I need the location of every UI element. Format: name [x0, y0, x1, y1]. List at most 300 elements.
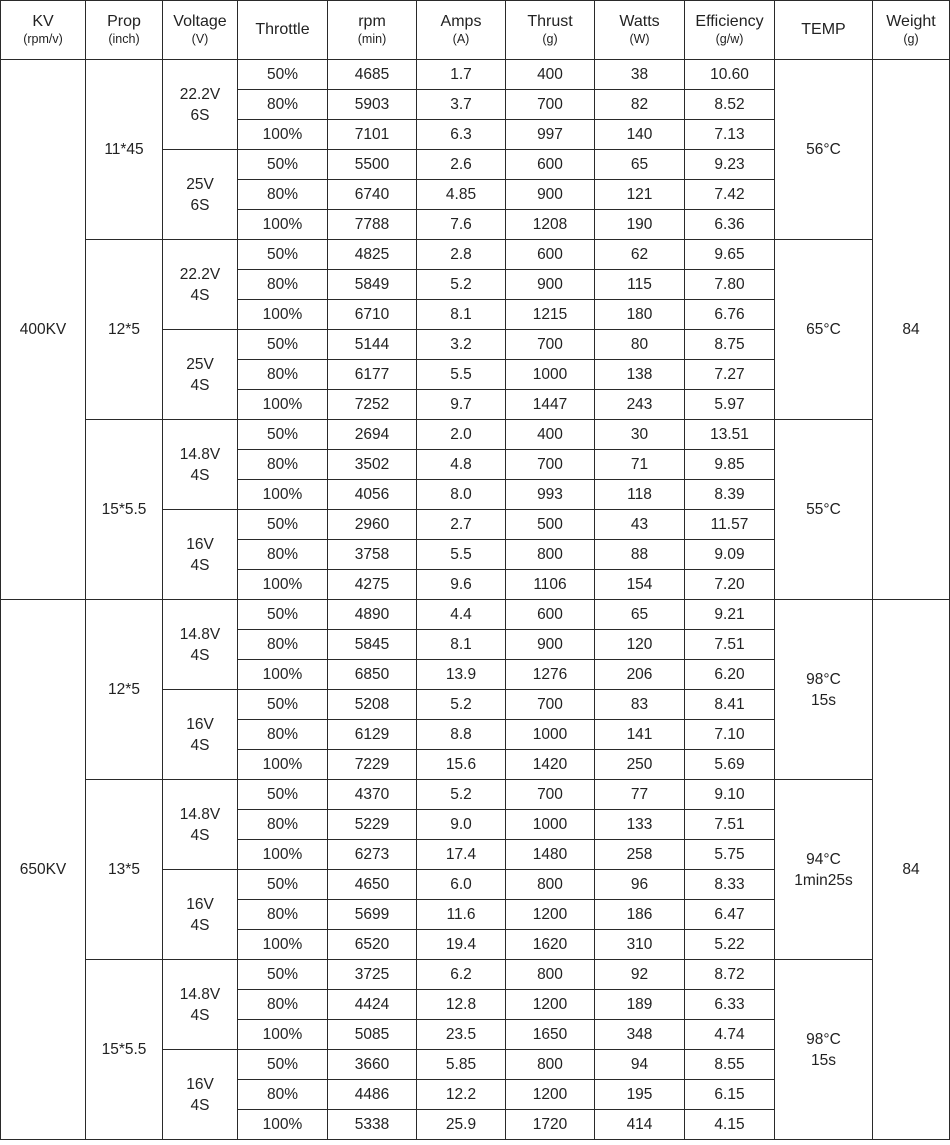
efficiency-cell: 6.36: [685, 210, 775, 240]
thrust-cell: 900: [506, 270, 595, 300]
watts-cell: 414: [595, 1110, 685, 1140]
watts-cell: 133: [595, 810, 685, 840]
voltage-cell-line: 4S: [190, 826, 210, 844]
voltage-cell-line: 14.8V: [179, 805, 221, 823]
watts-cell: 189: [595, 990, 685, 1020]
throttle-cell: 100%: [238, 930, 328, 960]
header-unit: (inch): [108, 31, 140, 46]
thrust-cell: 700: [506, 780, 595, 810]
temp-cell-line: 15s: [811, 691, 836, 709]
table-header: [1, 1, 950, 60]
watts-cell: 195: [595, 1080, 685, 1110]
throttle-cell: 80%: [238, 900, 328, 930]
thrust-cell: 1650: [506, 1020, 595, 1050]
watts-cell: 154: [595, 570, 685, 600]
thrust-cell: 500: [506, 510, 595, 540]
efficiency-cell: 8.39: [685, 480, 775, 510]
watts-cell: 88: [595, 540, 685, 570]
header-thrust: [506, 1, 595, 60]
efficiency-cell: 5.22: [685, 930, 775, 960]
efficiency-cell: 4.15: [685, 1110, 775, 1140]
thrust-cell: 1200: [506, 900, 595, 930]
voltage-cell-line: 25V: [186, 175, 214, 193]
thrust-cell: 1208: [506, 210, 595, 240]
amps-cell: 12.8: [417, 990, 506, 1020]
amps-cell: 12.2: [417, 1080, 506, 1110]
throttle-cell: 80%: [238, 1080, 328, 1110]
rpm-cell: 5229: [328, 810, 417, 840]
prop-cell: 15*5.5: [86, 420, 163, 600]
temp-cell-line: 65°C: [806, 321, 841, 338]
throttle-cell: 80%: [238, 720, 328, 750]
thrust-cell: 1447: [506, 390, 595, 420]
rpm-cell: 4486: [328, 1080, 417, 1110]
voltage-cell-line: 14.8V: [179, 985, 221, 1003]
header-label: KV: [32, 13, 54, 31]
thrust-cell: 993: [506, 480, 595, 510]
rpm-cell: 4275: [328, 570, 417, 600]
throttle-cell: 50%: [238, 870, 328, 900]
watts-cell: 43: [595, 510, 685, 540]
efficiency-cell: 9.65: [685, 240, 775, 270]
header-label: TEMP: [801, 21, 846, 39]
rpm-cell: 4650: [328, 870, 417, 900]
thrust-cell: 1215: [506, 300, 595, 330]
efficiency-cell: 7.80: [685, 270, 775, 300]
efficiency-cell: 7.51: [685, 630, 775, 660]
throttle-cell: 50%: [238, 690, 328, 720]
thrust-cell: 1000: [506, 720, 595, 750]
voltage-cell: [163, 960, 238, 1050]
header-amps: [417, 1, 506, 60]
efficiency-cell: 13.51: [685, 420, 775, 450]
rpm-cell: 6850: [328, 660, 417, 690]
throttle-cell: 100%: [238, 1110, 328, 1140]
rpm-cell: 4056: [328, 480, 417, 510]
rpm-cell: 5208: [328, 690, 417, 720]
voltage-cell-line: 4S: [190, 646, 210, 664]
rpm-cell: 4424: [328, 990, 417, 1020]
header-label: Watts: [619, 13, 660, 31]
amps-cell: 2.6: [417, 150, 506, 180]
watts-cell: 115: [595, 270, 685, 300]
temp-cell: [775, 420, 873, 600]
header-label: Prop: [107, 13, 141, 31]
throttle-cell: 50%: [238, 330, 328, 360]
thrust-cell: 400: [506, 420, 595, 450]
voltage-cell: [163, 240, 238, 330]
amps-cell: 4.8: [417, 450, 506, 480]
rpm-cell: 6129: [328, 720, 417, 750]
amps-cell: 8.1: [417, 630, 506, 660]
voltage-cell-line: 4S: [190, 556, 210, 574]
efficiency-cell: 9.23: [685, 150, 775, 180]
rpm-cell: 4370: [328, 780, 417, 810]
efficiency-cell: 9.85: [685, 450, 775, 480]
header-prop: [86, 1, 163, 60]
throttle-cell: 50%: [238, 510, 328, 540]
throttle-cell: 100%: [238, 120, 328, 150]
amps-cell: 8.8: [417, 720, 506, 750]
efficiency-cell: 9.09: [685, 540, 775, 570]
throttle-cell: 100%: [238, 210, 328, 240]
header-label: Efficiency: [695, 13, 764, 31]
watts-cell: 77: [595, 780, 685, 810]
prop-cell: 12*5: [86, 240, 163, 420]
watts-cell: 348: [595, 1020, 685, 1050]
header-throttle: [238, 1, 328, 60]
prop-cell: 13*5: [86, 780, 163, 960]
voltage-cell-line: 4S: [190, 1006, 210, 1024]
header-temp: [775, 1, 873, 60]
amps-cell: 17.4: [417, 840, 506, 870]
efficiency-cell: 6.15: [685, 1080, 775, 1110]
rpm-cell: 4890: [328, 600, 417, 630]
rpm-cell: 5849: [328, 270, 417, 300]
watts-cell: 38: [595, 60, 685, 90]
throttle-cell: 50%: [238, 960, 328, 990]
amps-cell: 11.6: [417, 900, 506, 930]
amps-cell: 3.7: [417, 90, 506, 120]
table-row: [1, 60, 950, 90]
voltage-cell-line: 4S: [190, 916, 210, 934]
efficiency-cell: 8.33: [685, 870, 775, 900]
amps-cell: 5.2: [417, 780, 506, 810]
voltage-cell-line: 4S: [190, 286, 210, 304]
rpm-cell: 6710: [328, 300, 417, 330]
throttle-cell: 50%: [238, 420, 328, 450]
efficiency-cell: 6.47: [685, 900, 775, 930]
efficiency-cell: 10.60: [685, 60, 775, 90]
weight-cell: 84: [873, 600, 950, 1140]
voltage-cell: [163, 420, 238, 510]
amps-cell: 1.7: [417, 60, 506, 90]
voltage-cell-line: 6S: [190, 196, 210, 214]
amps-cell: 4.85: [417, 180, 506, 210]
thrust-cell: 600: [506, 150, 595, 180]
watts-cell: 118: [595, 480, 685, 510]
rpm-cell: 3660: [328, 1050, 417, 1080]
amps-cell: 5.5: [417, 360, 506, 390]
thrust-cell: 1276: [506, 660, 595, 690]
amps-cell: 2.0: [417, 420, 506, 450]
thrust-cell: 900: [506, 630, 595, 660]
rpm-cell: 7101: [328, 120, 417, 150]
rpm-cell: 5500: [328, 150, 417, 180]
temp-cell: [775, 240, 873, 420]
temp-cell-line: 98°C: [806, 1030, 841, 1048]
watts-cell: 258: [595, 840, 685, 870]
rpm-cell: 2694: [328, 420, 417, 450]
thrust-cell: 800: [506, 960, 595, 990]
rpm-cell: 5699: [328, 900, 417, 930]
voltage-cell: [163, 510, 238, 600]
rpm-cell: 4825: [328, 240, 417, 270]
voltage-cell-line: 22.2V: [179, 85, 221, 103]
thrust-cell: 700: [506, 690, 595, 720]
efficiency-cell: 7.51: [685, 810, 775, 840]
thrust-cell: 800: [506, 870, 595, 900]
temp-cell: [775, 600, 873, 780]
throttle-cell: 100%: [238, 1020, 328, 1050]
throttle-cell: 50%: [238, 1050, 328, 1080]
thrust-cell: 1000: [506, 810, 595, 840]
voltage-cell-line: 16V: [186, 715, 214, 733]
table-row: [1, 240, 950, 270]
header-unit: (min): [357, 31, 387, 46]
throttle-cell: 50%: [238, 780, 328, 810]
thrust-cell: 700: [506, 450, 595, 480]
voltage-cell-line: 16V: [186, 535, 214, 553]
watts-cell: 141: [595, 720, 685, 750]
watts-cell: 120: [595, 630, 685, 660]
thrust-cell: 600: [506, 600, 595, 630]
header-kv: [1, 1, 86, 60]
throttle-cell: 80%: [238, 360, 328, 390]
amps-cell: 8.0: [417, 480, 506, 510]
throttle-cell: 100%: [238, 750, 328, 780]
voltage-cell-line: 4S: [190, 466, 210, 484]
throttle-cell: 80%: [238, 270, 328, 300]
watts-cell: 121: [595, 180, 685, 210]
header-label: rpm: [358, 13, 386, 31]
throttle-cell: 50%: [238, 600, 328, 630]
temp-cell-line: 15s: [811, 1051, 836, 1069]
efficiency-cell: 6.33: [685, 990, 775, 1020]
voltage-cell-line: 16V: [186, 1075, 214, 1093]
watts-cell: 65: [595, 150, 685, 180]
throttle-cell: 100%: [238, 840, 328, 870]
watts-cell: 71: [595, 450, 685, 480]
rpm-cell: 5144: [328, 330, 417, 360]
amps-cell: 8.1: [417, 300, 506, 330]
amps-cell: 3.2: [417, 330, 506, 360]
thrust-cell: 400: [506, 60, 595, 90]
header-unit: (W): [629, 31, 650, 46]
rpm-cell: 5903: [328, 90, 417, 120]
thrust-cell: 700: [506, 90, 595, 120]
amps-cell: 6.0: [417, 870, 506, 900]
rpm-cell: 7229: [328, 750, 417, 780]
watts-cell: 82: [595, 90, 685, 120]
amps-cell: 9.6: [417, 570, 506, 600]
throttle-cell: 100%: [238, 570, 328, 600]
header-rpm: [328, 1, 417, 60]
table-row: [1, 780, 950, 810]
amps-cell: 25.9: [417, 1110, 506, 1140]
throttle-cell: 80%: [238, 180, 328, 210]
efficiency-cell: 7.10: [685, 720, 775, 750]
efficiency-cell: 5.97: [685, 390, 775, 420]
temp-cell-line: 56°C: [806, 141, 841, 158]
temp-cell-line: 98°C: [806, 670, 841, 688]
header-label: Amps: [440, 13, 482, 31]
rpm-cell: 3502: [328, 450, 417, 480]
table-row: [1, 420, 950, 450]
thrust-cell: 1720: [506, 1110, 595, 1140]
watts-cell: 310: [595, 930, 685, 960]
efficiency-cell: 8.75: [685, 330, 775, 360]
efficiency-cell: 6.20: [685, 660, 775, 690]
voltage-cell: [163, 600, 238, 690]
rpm-cell: 5085: [328, 1020, 417, 1050]
efficiency-cell: 9.21: [685, 600, 775, 630]
amps-cell: 19.4: [417, 930, 506, 960]
watts-cell: 206: [595, 660, 685, 690]
throttle-cell: 50%: [238, 150, 328, 180]
kv-cell: 650KV: [1, 600, 86, 1140]
voltage-cell: [163, 870, 238, 960]
efficiency-cell: 7.27: [685, 360, 775, 390]
temp-cell-line: 94°C: [806, 850, 841, 868]
throttle-cell: 100%: [238, 660, 328, 690]
watts-cell: 243: [595, 390, 685, 420]
header-label: Voltage: [173, 13, 227, 31]
header-label: Throttle: [255, 21, 310, 39]
voltage-cell-line: 25V: [186, 355, 214, 373]
efficiency-cell: 8.41: [685, 690, 775, 720]
header-unit: (g/w): [715, 31, 744, 46]
amps-cell: 2.8: [417, 240, 506, 270]
amps-cell: 5.2: [417, 270, 506, 300]
header-unit: (g): [903, 31, 919, 46]
thrust-cell: 900: [506, 180, 595, 210]
temp-cell: [775, 960, 873, 1140]
efficiency-cell: 5.75: [685, 840, 775, 870]
header-row: [1, 1, 950, 60]
throttle-cell: 80%: [238, 810, 328, 840]
amps-cell: 4.4: [417, 600, 506, 630]
watts-cell: 30: [595, 420, 685, 450]
thrust-cell: 1000: [506, 360, 595, 390]
rpm-cell: 6177: [328, 360, 417, 390]
amps-cell: 5.2: [417, 690, 506, 720]
efficiency-cell: 5.69: [685, 750, 775, 780]
watts-cell: 96: [595, 870, 685, 900]
watts-cell: 80: [595, 330, 685, 360]
watts-cell: 94: [595, 1050, 685, 1080]
watts-cell: 62: [595, 240, 685, 270]
watts-cell: 65: [595, 600, 685, 630]
throttle-cell: 50%: [238, 240, 328, 270]
rpm-cell: 5338: [328, 1110, 417, 1140]
amps-cell: 13.9: [417, 660, 506, 690]
throttle-cell: 80%: [238, 90, 328, 120]
temp-cell: [775, 780, 873, 960]
voltage-cell: [163, 690, 238, 780]
weight-cell: 84: [873, 60, 950, 600]
efficiency-cell: 9.10: [685, 780, 775, 810]
rpm-cell: 7252: [328, 390, 417, 420]
amps-cell: 5.5: [417, 540, 506, 570]
throttle-cell: 80%: [238, 990, 328, 1020]
throttle-cell: 80%: [238, 630, 328, 660]
voltage-cell-line: 14.8V: [179, 625, 221, 643]
table-body: [1, 60, 950, 1140]
table-row: [1, 960, 950, 990]
watts-cell: 83: [595, 690, 685, 720]
thrust-cell: 600: [506, 240, 595, 270]
voltage-cell-line: 6S: [190, 106, 210, 124]
temp-cell: [775, 60, 873, 240]
voltage-cell: [163, 780, 238, 870]
throttle-cell: 100%: [238, 390, 328, 420]
efficiency-cell: 7.20: [685, 570, 775, 600]
amps-cell: 23.5: [417, 1020, 506, 1050]
voltage-cell: [163, 330, 238, 420]
temp-cell-line: 55°C: [806, 501, 841, 518]
voltage-cell: [163, 1050, 238, 1140]
rpm-cell: 2960: [328, 510, 417, 540]
header-label: Thrust: [527, 13, 573, 31]
amps-cell: 5.85: [417, 1050, 506, 1080]
efficiency-cell: 8.52: [685, 90, 775, 120]
header-efficiency: [685, 1, 775, 60]
header-unit: (A): [452, 31, 470, 46]
watts-cell: 92: [595, 960, 685, 990]
temp-cell-line: 1min25s: [794, 871, 853, 889]
voltage-cell: [163, 150, 238, 240]
rpm-cell: 4685: [328, 60, 417, 90]
rpm-cell: 6273: [328, 840, 417, 870]
header-voltage: [163, 1, 238, 60]
header-watts: [595, 1, 685, 60]
rpm-cell: 5845: [328, 630, 417, 660]
kv-cell: 400KV: [1, 60, 86, 600]
header-unit: (g): [542, 31, 558, 46]
voltage-cell-line: 16V: [186, 895, 214, 913]
throttle-cell: 100%: [238, 480, 328, 510]
watts-cell: 140: [595, 120, 685, 150]
amps-cell: 2.7: [417, 510, 506, 540]
table-row: [1, 600, 950, 630]
efficiency-cell: 11.57: [685, 510, 775, 540]
efficiency-cell: 8.72: [685, 960, 775, 990]
thrust-cell: 1200: [506, 990, 595, 1020]
watts-cell: 186: [595, 900, 685, 930]
voltage-cell-line: 4S: [190, 1096, 210, 1114]
prop-cell: 11*45: [86, 60, 163, 240]
thrust-cell: 800: [506, 1050, 595, 1080]
voltage-cell: [163, 60, 238, 150]
amps-cell: 6.2: [417, 960, 506, 990]
header-unit: (rpm/v): [23, 31, 63, 46]
throttle-cell: 50%: [238, 60, 328, 90]
thrust-cell: 1480: [506, 840, 595, 870]
efficiency-cell: 7.13: [685, 120, 775, 150]
efficiency-cell: 6.76: [685, 300, 775, 330]
thrust-cell: 1200: [506, 1080, 595, 1110]
voltage-cell-line: 22.2V: [179, 265, 221, 283]
watts-cell: 250: [595, 750, 685, 780]
header-unit: (V): [191, 31, 209, 46]
thrust-cell: 1620: [506, 930, 595, 960]
header-label: Weight: [886, 13, 936, 31]
thrust-cell: 1106: [506, 570, 595, 600]
watts-cell: 190: [595, 210, 685, 240]
prop-cell: 15*5.5: [86, 960, 163, 1140]
rpm-cell: 7788: [328, 210, 417, 240]
thrust-cell: 1420: [506, 750, 595, 780]
rpm-cell: 6740: [328, 180, 417, 210]
efficiency-cell: 4.74: [685, 1020, 775, 1050]
rpm-cell: 6520: [328, 930, 417, 960]
amps-cell: 9.7: [417, 390, 506, 420]
voltage-cell-line: 4S: [190, 736, 210, 754]
efficiency-cell: 7.42: [685, 180, 775, 210]
prop-cell: 12*5: [86, 600, 163, 780]
voltage-cell-line: 4S: [190, 376, 210, 394]
